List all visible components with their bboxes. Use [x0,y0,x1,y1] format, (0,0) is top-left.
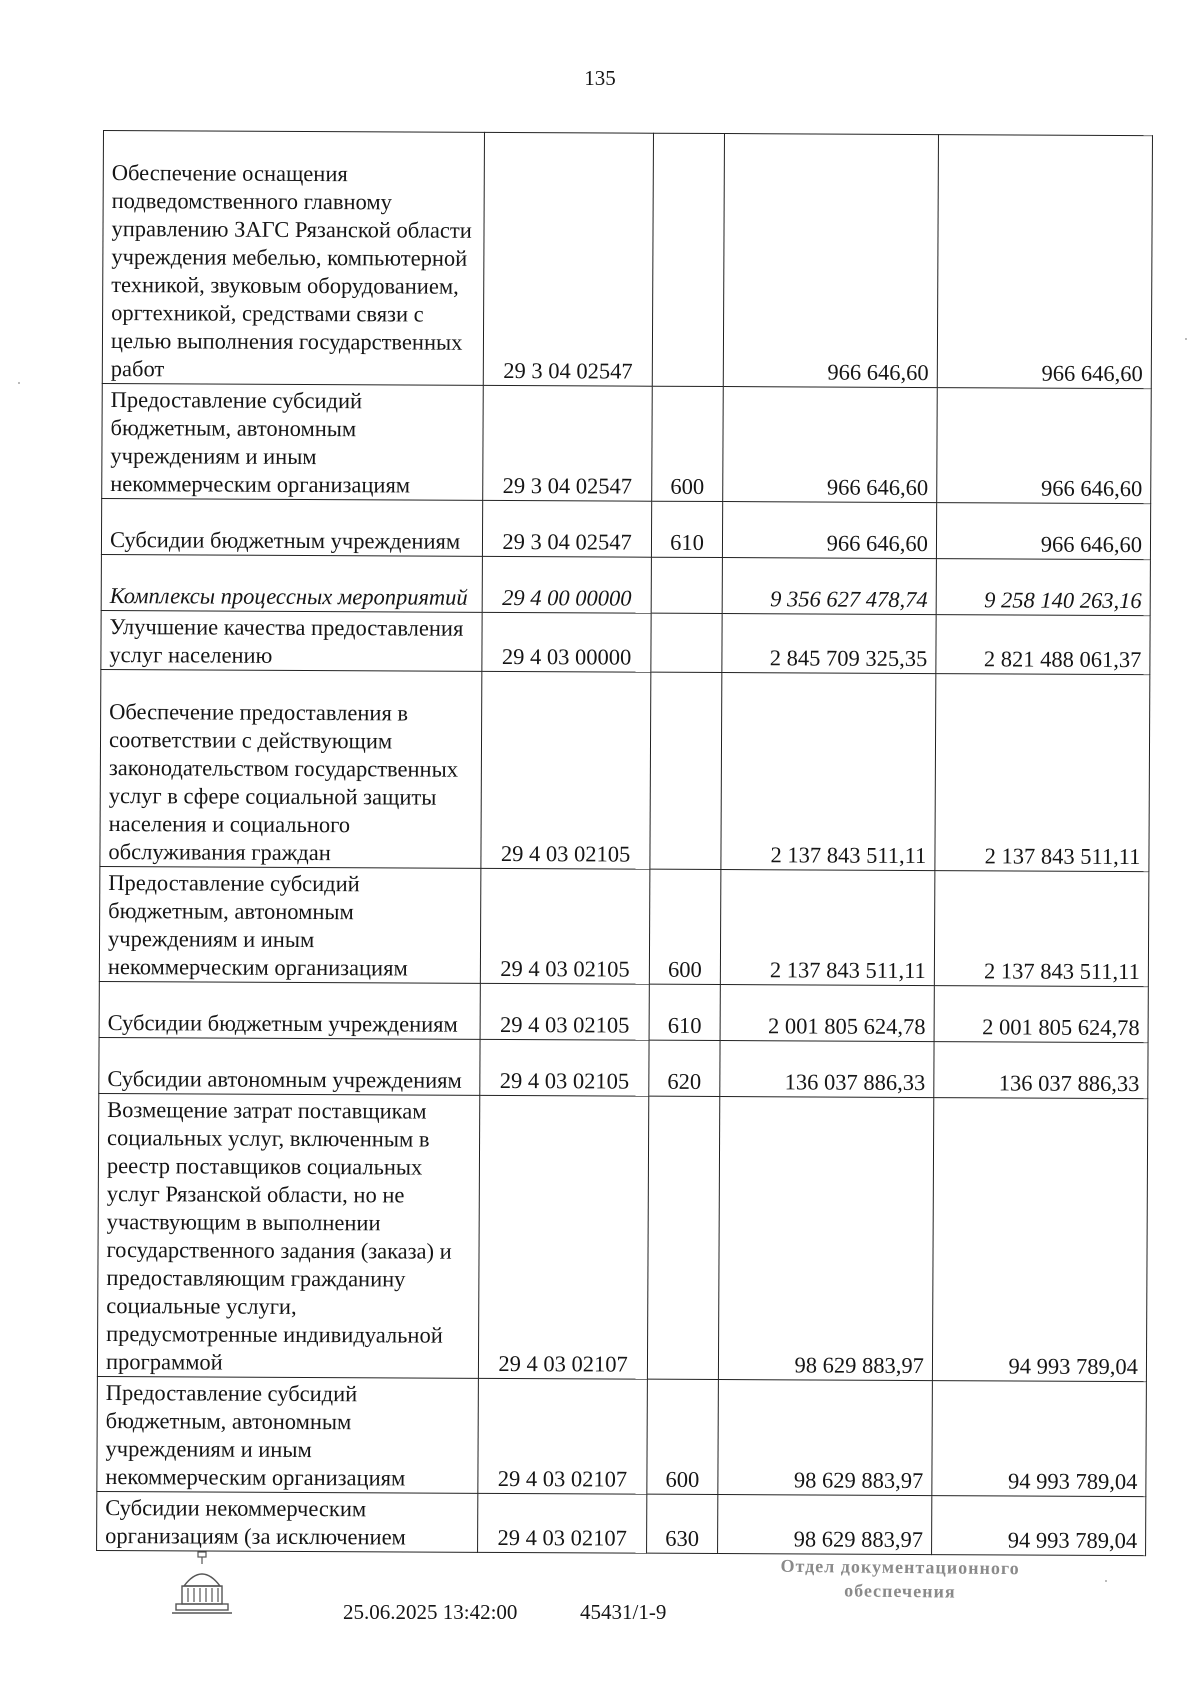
table-row [99,981,1148,1042]
scan-speck [18,382,20,384]
row-expense-type [650,672,722,869]
row-expense-type: 600 [652,386,723,501]
row-target-code: 29 4 03 02105 [480,1039,649,1096]
row-amount-year1: 2 845 709 325,35 [722,614,936,674]
table-row [99,866,1149,986]
row-expense-type [651,557,722,613]
row-target-code: 29 4 03 02105 [480,868,650,984]
row-amount-year2: 94 993 789,04 [932,1098,1147,1382]
table-row [101,554,1150,615]
row-name: Предоставление субсидий бюджетным, автономным учреждениям и иным некоммерческим организациям [97,1376,479,1493]
row-name: Улучшение качества предоставления услуг населению [101,610,482,671]
row-amount-year1: 98 629 883,97 [718,1097,933,1381]
row-amount-year2: 966 646,60 [937,135,1152,389]
department-stamp [745,1553,1055,1604]
row-amount-year1: 9 356 627 478,74 [722,558,936,615]
row-target-code: 29 4 00 00000 [482,556,651,613]
row-expense-type: 600 [647,1379,718,1494]
row-name: Субсидии некоммерческим организациям (за исключением [97,1491,478,1552]
row-amount-year2: 9 258 140 263,16 [936,559,1150,616]
table-row [97,1491,1146,1555]
row-target-code: 29 4 03 02107 [478,1493,647,1553]
row-amount-year1: 98 629 883,97 [717,1495,931,1555]
row-name: Субсидии бюджетным учреждениям [101,498,482,556]
row-amount-year2: 2 137 843 511,11 [935,674,1150,872]
row-expense-type: 610 [652,501,723,557]
footer-doc-number: 45431/1-9 [580,1600,667,1624]
row-name: Субсидии бюджетным учреждениям [99,981,480,1039]
row-target-code: 29 3 04 02547 [482,500,651,557]
row-target-code: 29 4 03 00000 [482,612,651,672]
row-amount-year2: 136 037 886,33 [934,1042,1148,1099]
footer-datetime: 25.06.2025 13:42:00 [343,1600,518,1624]
scan-speck [1185,338,1187,340]
page-number: 135 [584,66,616,90]
row-name: Предоставление субсидий бюджетным, автономным учреждениям и иным некоммерческим организациям [102,383,484,500]
row-target-code: 29 4 03 02105 [481,671,651,869]
department-stamp-line1: Отдел документационного [780,1555,1020,1579]
table-row [100,669,1150,871]
table-row [101,610,1150,674]
row-amount-year2: 94 993 789,04 [932,1381,1147,1497]
row-target-code: 29 4 03 02107 [478,1378,648,1494]
row-amount-year1: 2 137 843 511,11 [721,673,936,871]
row-name: Субсидии автономным учреждениям [99,1037,480,1095]
table-row [97,1093,1147,1381]
scan-speck [1105,1580,1107,1582]
budget-table [96,130,1153,1556]
table-row [97,1376,1147,1496]
row-target-code: 29 4 03 02105 [480,983,649,1040]
row-amount-year2: 94 993 789,04 [931,1496,1145,1556]
row-expense-type [648,1096,720,1379]
row-expense-type: 610 [649,984,720,1040]
table-row [102,131,1152,389]
row-amount-year1: 2 137 843 511,11 [720,870,935,986]
row-name: Комплексы процессных мероприятий [101,554,482,612]
duma-emblem-icon [170,1550,234,1620]
row-expense-type: 630 [647,1494,718,1553]
table-row [102,383,1152,503]
row-expense-type: 600 [650,869,721,984]
row-target-code: 29 3 04 02547 [483,385,653,501]
row-amount-year1: 966 646,60 [723,134,938,388]
row-target-code: 29 3 04 02547 [483,132,653,386]
budget-table-body [97,131,1153,1556]
row-amount-year2: 2 821 488 061,37 [936,615,1150,675]
row-name: Обеспечение оснащения подведомственного главному управлению ЗАГС Рязанской области учреждения мебелью, компьютерной техникой, звуковым оборудованием, оргтехникой, средствами связи с целью выполнения государственных работ [102,131,484,386]
row-expense-type: 620 [649,1040,720,1096]
row-amount-year2: 2 001 805 624,78 [934,986,1148,1043]
row-name: Предоставление субсидий бюджетным, автономным учреждениям и иным некоммерческим организациям [99,866,481,983]
row-amount-year1: 2 001 805 624,78 [720,985,934,1042]
row-amount-year1: 966 646,60 [723,387,938,503]
row-name: Возмещение затрат поставщикам социальных услуг, включенным в реестр поставщиков социальных услуг Рязанской области, но не участвующим в выполнении государственного задания (заказа) и предоставляющим гражданину социальные услуги, предусмотренные индивидуальной программой [97,1093,479,1378]
row-amount-year2: 2 137 843 511,11 [934,871,1149,987]
table-row [99,1037,1148,1098]
department-stamp-line2: обеспечения [844,1580,956,1602]
row-name: Обеспечение предоставления в соответствии с действующим законодательством государственных услуг в сфере социальной защиты населения и социального обслуживания граждан [100,669,482,868]
row-expense-type [652,133,724,386]
row-amount-year2: 966 646,60 [937,388,1152,504]
row-expense-type [651,613,722,672]
row-amount-year1: 966 646,60 [722,502,936,559]
row-amount-year1: 98 629 883,97 [718,1380,933,1496]
table-row [101,498,1150,559]
row-target-code: 29 4 03 02107 [478,1095,648,1379]
row-amount-year2: 966 646,60 [936,503,1150,560]
row-amount-year1: 136 037 886,33 [720,1041,934,1098]
